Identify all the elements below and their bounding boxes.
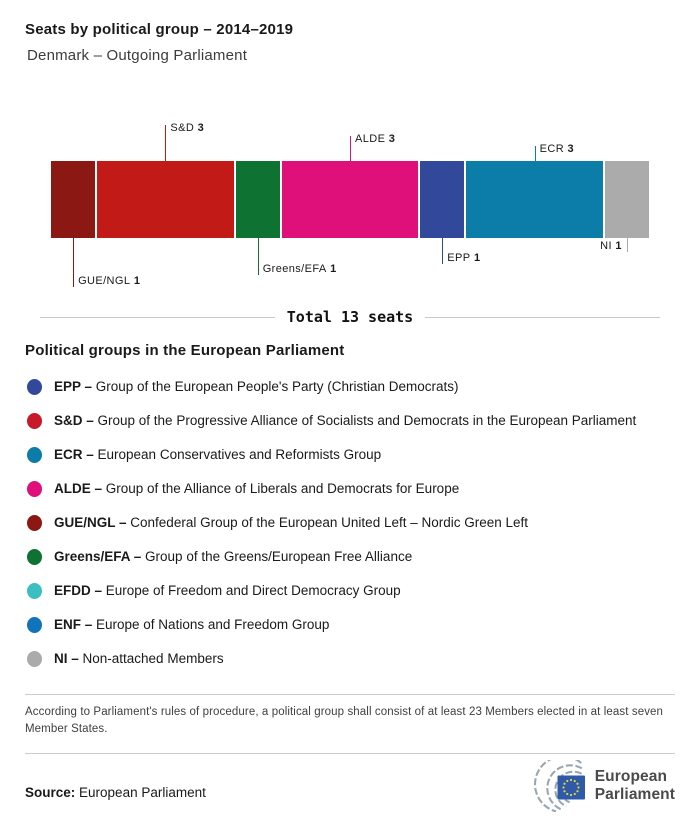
bar-segment-alde[interactable]: [282, 161, 418, 238]
legend-dot-s-d: [27, 413, 42, 429]
seats-bar-chart: [25, 64, 675, 304]
callout-label-greens-efa: Greens/EFA 1: [262, 263, 337, 275]
legend-item-epp: [25, 370, 675, 404]
legend-item-s-d: [25, 404, 675, 438]
bar-segment-gue-ngl[interactable]: [51, 161, 95, 238]
source-label: Source:: [25, 785, 76, 800]
footer-divider-top: [25, 694, 675, 695]
legend-text: EPP – Group of the European People's Party (Christian Democrats): [54, 378, 459, 394]
legend-item-efdd: [25, 574, 675, 608]
legend-item-gue-ngl: [25, 506, 675, 540]
legend-item-alde: [25, 472, 675, 506]
total-seats-divider: [40, 308, 660, 326]
legend-dot-alde: [27, 481, 42, 497]
callout-label-alde: ALDE 3: [355, 133, 396, 145]
legend-text: GUE/NGL – Confederal Group of the European United Left – Nordic Green Left: [54, 514, 529, 530]
bar-segment-epp[interactable]: [420, 161, 464, 238]
bar-segment-ni[interactable]: [605, 161, 649, 238]
ep-logo-text: [595, 768, 675, 802]
source-value: European Parliament: [79, 785, 206, 800]
callout-label-s-d: S&D 3: [170, 122, 205, 134]
callout-label-gue-ngl: GUE/NGL 1: [78, 275, 141, 287]
callout-label-epp: EPP 1: [447, 252, 481, 264]
legend-text: ALDE – Group of the Alliance of Liberals and Democrats for Europe: [54, 480, 460, 496]
legend-item-ni: [25, 642, 675, 676]
bar-segment-s-d[interactable]: [97, 161, 233, 238]
legend-dot-enf: [27, 617, 42, 633]
legend-dot-efdd: [27, 583, 42, 599]
legend-dot-ni: [27, 651, 42, 667]
legend-text: ECR – European Conservatives and Reformists Group: [54, 446, 382, 462]
legend-item-ecr: [25, 438, 675, 472]
legend-dot-ecr: [27, 447, 42, 463]
callout-tick-greens-efa: [258, 238, 259, 275]
callout-tick-alde: [350, 136, 351, 161]
bar-segment-ecr[interactable]: [466, 161, 602, 238]
footer-divider-bottom: [25, 753, 675, 754]
european-parliament-logo: [526, 760, 675, 812]
legend-dot-epp: [27, 379, 42, 395]
total-seats-text: Total 13 seats: [286, 308, 414, 326]
callout-tick-s-d: [165, 125, 166, 161]
legend-item-greens-efa: [25, 540, 675, 574]
callout-label-ni: NI 1: [600, 240, 622, 252]
legend-dot-greens-efa: [27, 549, 42, 565]
legend-text: Greens/EFA – Group of the Greens/European Free Alliance: [54, 548, 413, 564]
bar-segment-greens-efa[interactable]: [236, 161, 280, 238]
legend-text: EFDD – Europe of Freedom and Direct Democracy Group: [54, 582, 401, 598]
callout-tick-epp: [442, 238, 443, 264]
page-subtitle: Denmark – Outgoing Parliament: [27, 47, 248, 64]
legend-title: Political groups in the European Parliament: [25, 342, 345, 359]
callout-tick-ni: [627, 238, 628, 252]
page-title: Seats by political group – 2014–2019: [25, 21, 294, 38]
legend-text: S&D – Group of the Progressive Alliance of Socialists and Democrats in the European Parliament: [54, 412, 637, 428]
callout-label-ecr: ECR 3: [539, 143, 575, 155]
divider-line-right: [425, 317, 660, 318]
ep-logo-text-line1: European: [594, 768, 668, 786]
ep-hemicycle-flag-icon: [526, 760, 588, 812]
legend-text: ENF – Europe of Nations and Freedom Group: [54, 616, 330, 632]
legend-dot-gue-ngl: [27, 515, 42, 531]
callout-tick-ecr: [535, 146, 536, 161]
divider-line-left: [40, 317, 275, 318]
source-row: [25, 760, 675, 812]
legend-item-enf: [25, 608, 675, 642]
callout-tick-gue-ngl: [73, 238, 74, 287]
ep-logo-text-line2: Parliament: [594, 785, 675, 803]
legend-text: NI – Non-attached Members: [54, 650, 224, 666]
political-groups-legend: [25, 370, 675, 676]
source-line: [25, 785, 206, 800]
procedure-note: According to Parliament's rules of procedure, a political group shall consist of at least 23 Members elected in at least seven Member States.: [25, 706, 664, 736]
